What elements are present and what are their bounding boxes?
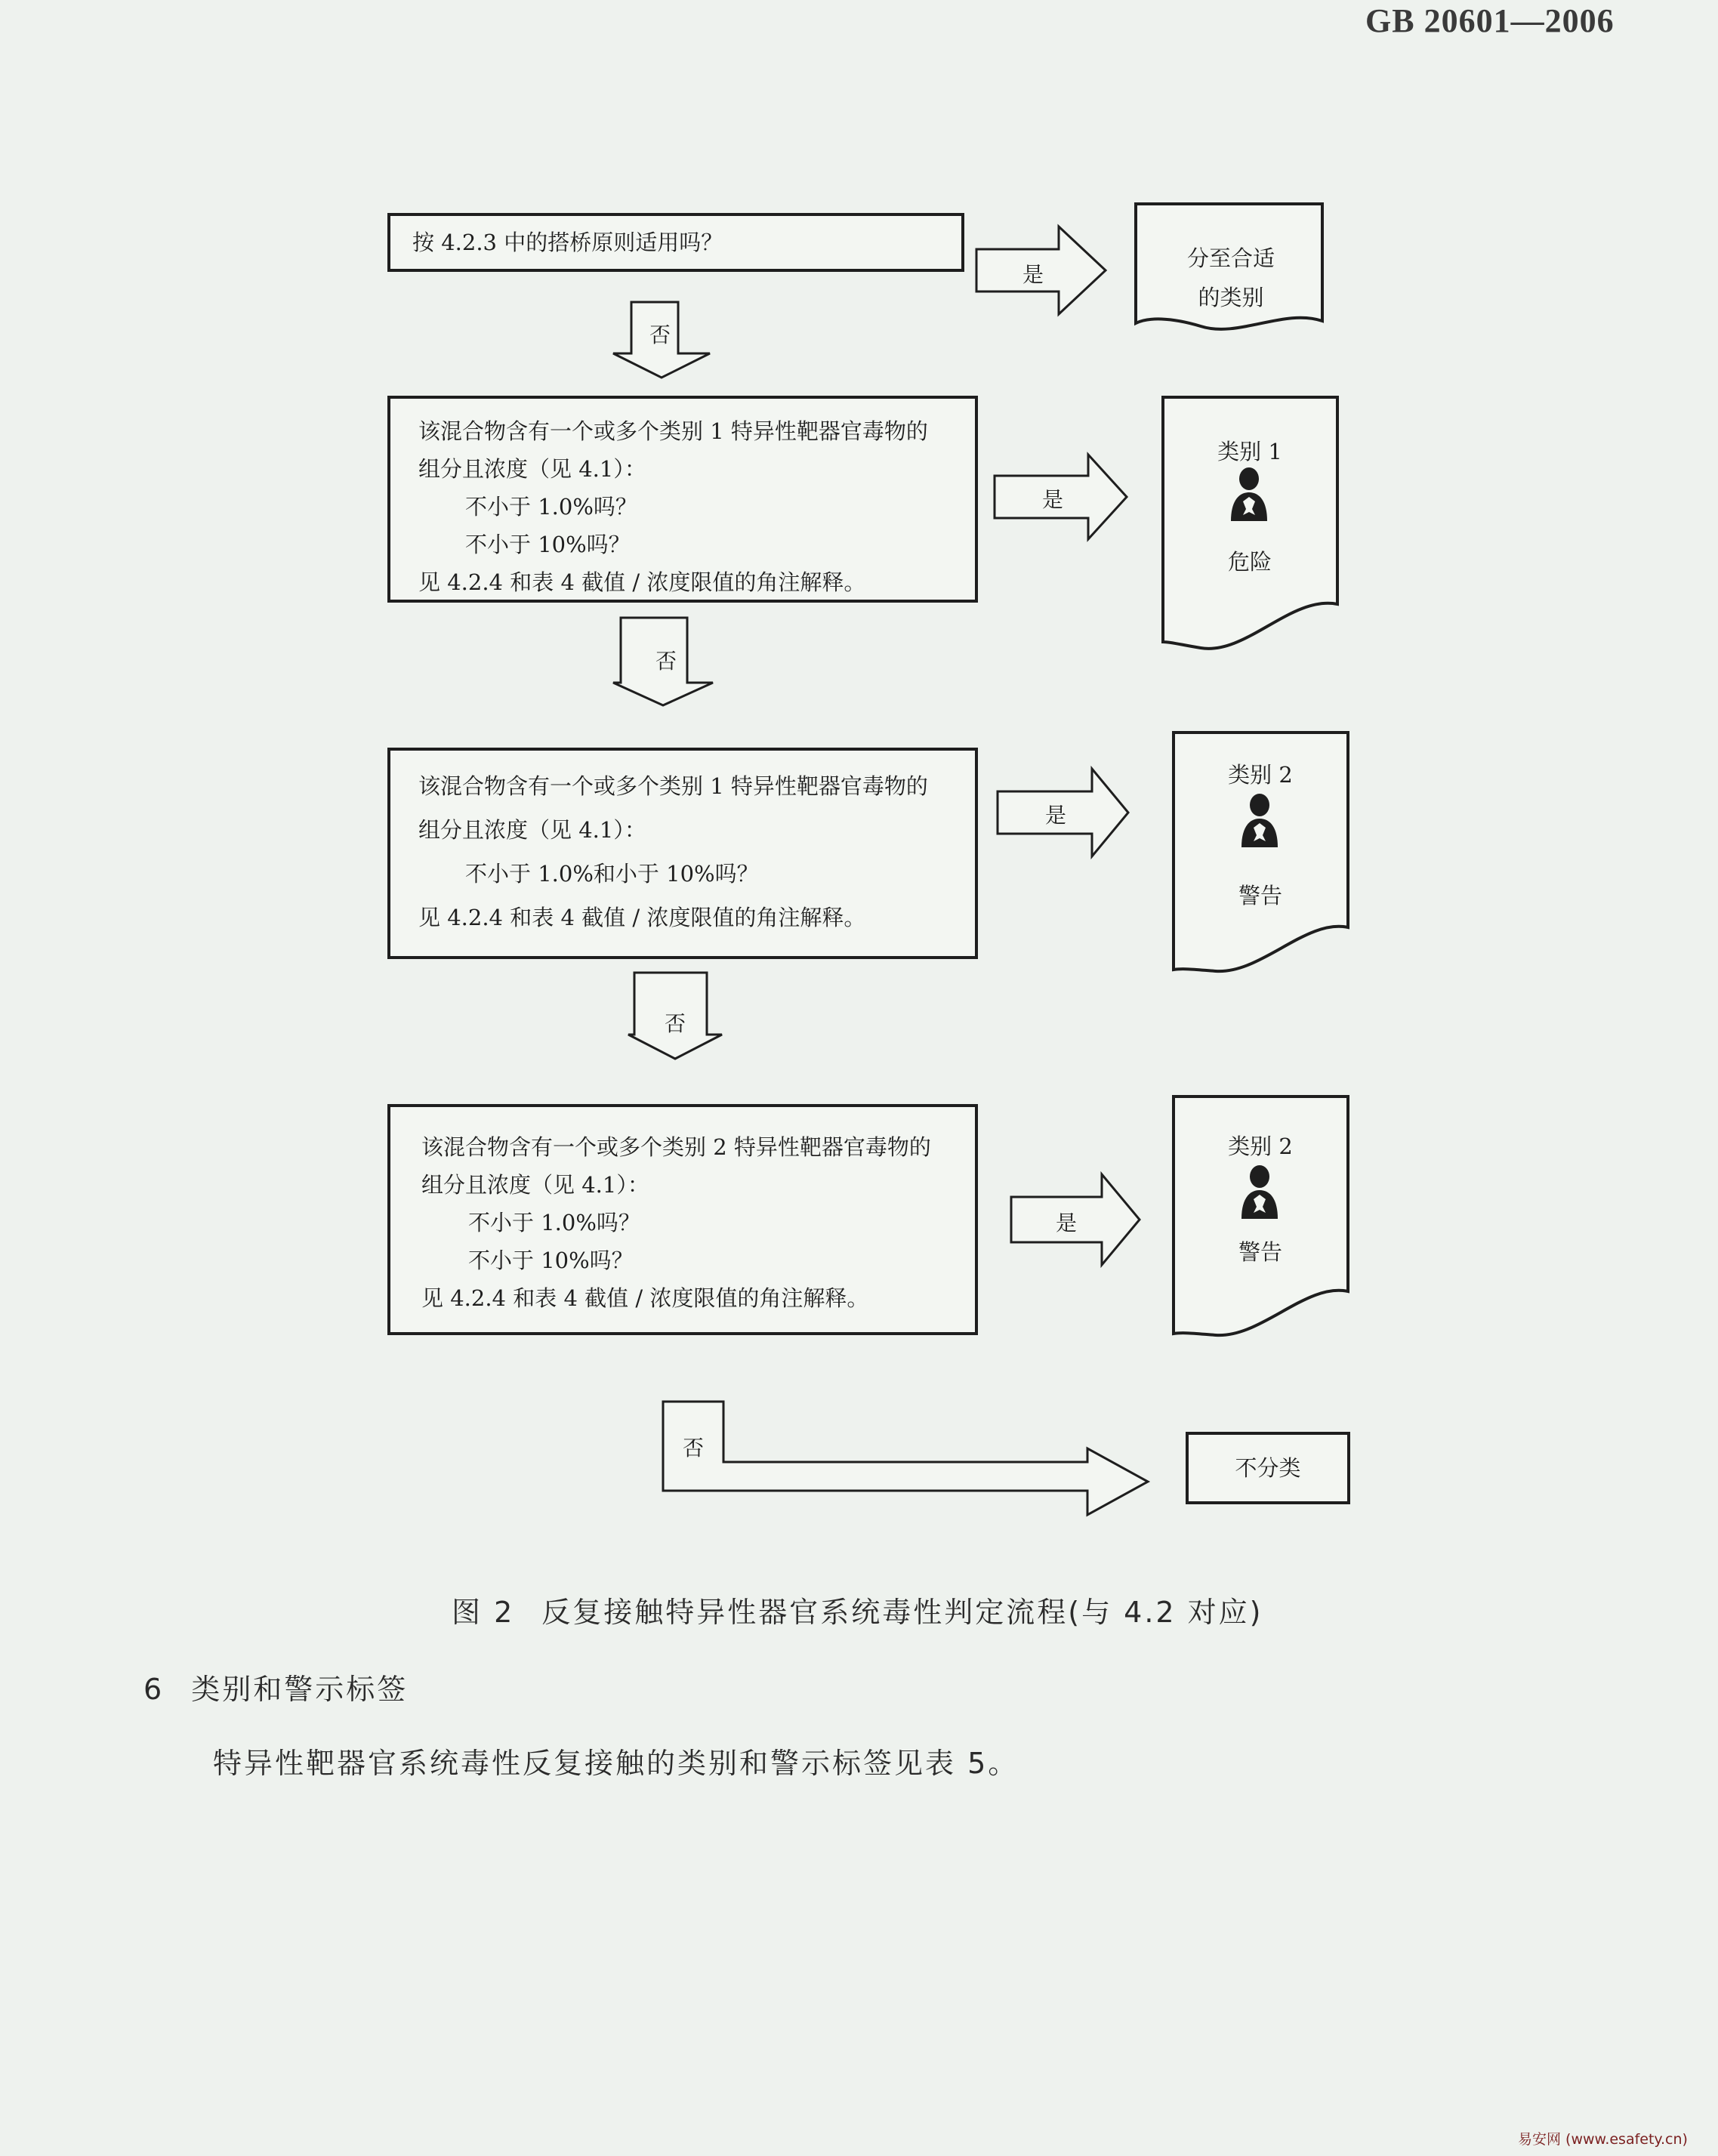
outcome-5-text: 不分类 xyxy=(1235,1455,1301,1481)
question-2-text xyxy=(418,412,928,601)
no-label-1: 否 xyxy=(649,322,671,347)
watermark-footer: 易安网 (www.esafety.cn) xyxy=(1518,2131,1688,2148)
section-number: 6 xyxy=(143,1673,165,1706)
section-title: 类别和警示标签 xyxy=(191,1673,409,1706)
yes-label-3: 是 xyxy=(1045,803,1067,828)
outcome-4-title: 类别 2 xyxy=(1228,1134,1293,1159)
question-4-line: 该混合物含有一个或多个类别 2 特异性靶器官毒物的 xyxy=(421,1134,931,1160)
health-hazard-icon xyxy=(1238,1164,1281,1222)
section-heading xyxy=(143,1666,408,1707)
question-2-line: 不小于 10%吗？ xyxy=(465,532,631,557)
question-4-line: 组分且浓度（见 4.1）： xyxy=(421,1172,649,1198)
yes-label-1: 是 xyxy=(1022,262,1044,287)
outcome-2-signal: 危险 xyxy=(1227,549,1272,575)
question-3-line: 组分且浓度（见 4.1）： xyxy=(418,817,646,843)
no-label-2: 否 xyxy=(655,649,677,674)
outcome-2-title: 类别 1 xyxy=(1217,439,1282,464)
outcome-3-signal: 警告 xyxy=(1238,883,1282,908)
outcome-4-signal: 警告 xyxy=(1238,1239,1282,1265)
figure-title: 反复接触特异性器官系统毒性判定流程(与 4.2 对应) xyxy=(541,1596,1263,1629)
body-paragraph: 特异性靶器官系统毒性反复接触的类别和警示标签见表 5。 xyxy=(213,1747,1019,1780)
question-3-line: 该混合物含有一个或多个类别 1 特异性靶器官毒物的 xyxy=(418,773,928,799)
figure-caption xyxy=(452,1589,1263,1630)
outcome-3-title: 类别 2 xyxy=(1228,762,1293,788)
standard-code: GB 20601—2006 xyxy=(1365,2,1615,39)
yes-label-4: 是 xyxy=(1056,1211,1078,1235)
question-4-text xyxy=(421,1128,931,1317)
yes-label-2: 是 xyxy=(1042,487,1064,512)
outcome-1-line: 分至合适 xyxy=(1186,245,1275,271)
question-3-line: 不小于 1.0%和小于 10%吗？ xyxy=(465,861,759,887)
question-2-line: 不小于 1.0%吗？ xyxy=(465,494,637,520)
question-2-line: 该混合物含有一个或多个类别 1 特异性靶器官毒物的 xyxy=(418,418,928,444)
no-label-4: 否 xyxy=(683,1436,705,1460)
outcome-1-line: 的类别 xyxy=(1198,285,1264,310)
question-3-line: 见 4.2.4 和表 4 截值 / 浓度限值的角注解释。 xyxy=(418,905,866,930)
no-arrow-4 xyxy=(663,1402,1148,1515)
health-hazard-icon xyxy=(1238,793,1281,850)
no-label-3: 否 xyxy=(665,1011,686,1036)
outcome-1-text xyxy=(1163,239,1299,317)
figure-number: 图 2 xyxy=(452,1596,515,1629)
question-4-line: 不小于 1.0%吗？ xyxy=(468,1210,640,1235)
health-hazard-icon xyxy=(1228,467,1270,524)
question-1-text: 按 4.2.3 中的搭桥原则适用吗？ xyxy=(412,230,723,255)
question-4-line: 不小于 10%吗？ xyxy=(468,1248,634,1273)
question-2-line: 见 4.2.4 和表 4 截值 / 浓度限值的角注解释。 xyxy=(418,569,866,595)
question-3-text xyxy=(418,764,928,939)
question-4-line: 见 4.2.4 和表 4 截值 / 浓度限值的角注解释。 xyxy=(421,1285,869,1311)
question-2-line: 组分且浓度（见 4.1）： xyxy=(418,456,646,482)
